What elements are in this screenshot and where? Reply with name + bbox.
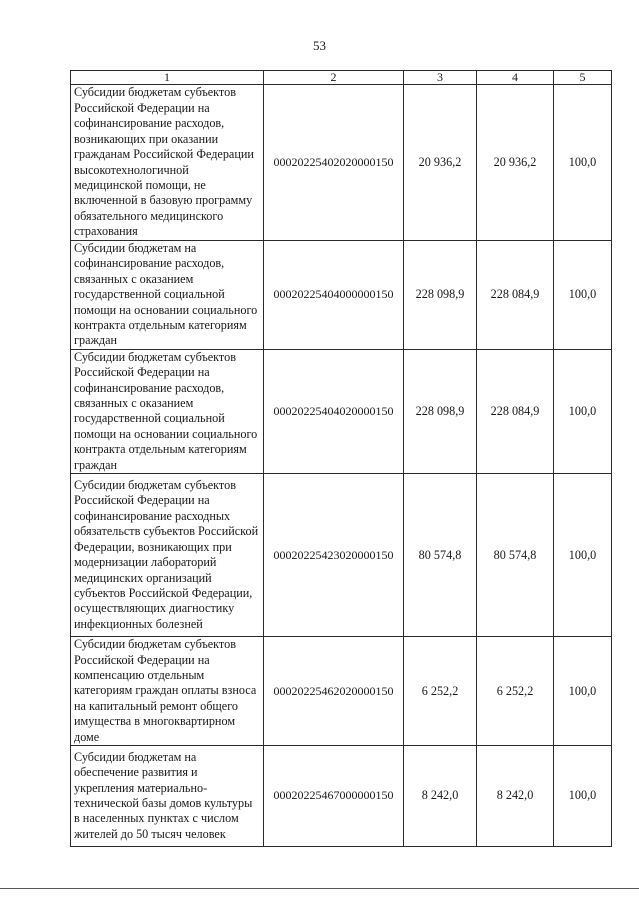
row-name: Субсидии бюджетам субъектов Российской Федерации на софинансирование расходных обязательств субъектов Российской Федерации, возникающих при модернизации лабораторий медицинских организаций субъектов Российской Федерации, осуществляющих диагностику инфекционных болезней	[71, 474, 264, 637]
row-actual: 228 084,9	[477, 349, 554, 473]
row-code: 00020225402020000150	[264, 85, 404, 241]
row-plan: 6 252,2	[404, 637, 477, 746]
table-header-row	[71, 71, 612, 85]
row-plan: 80 574,8	[404, 474, 477, 637]
row-code: 00020225467000000150	[264, 745, 404, 846]
row-code: 00020225404020000150	[264, 349, 404, 473]
row-plan: 8 242,0	[404, 745, 477, 846]
table-row	[71, 241, 612, 350]
row-name: Субсидии бюджетам субъектов Российской Федерации на софинансирование расходов, связанных с оказанием государственной социальной помощи на основании социального контракта отдельным категориям граждан	[71, 349, 264, 473]
row-plan: 228 098,9	[404, 349, 477, 473]
column-header: 1	[71, 71, 264, 85]
table-row	[71, 349, 612, 473]
row-code: 00020225404000000150	[264, 241, 404, 350]
row-code: 00020225462020000150	[264, 637, 404, 746]
row-plan: 228 098,9	[404, 241, 477, 350]
row-percent: 100,0	[554, 637, 612, 746]
row-actual: 228 084,9	[477, 241, 554, 350]
row-actual: 6 252,2	[477, 637, 554, 746]
table-row	[71, 745, 612, 846]
column-header: 2	[264, 71, 404, 85]
row-name: Субсидии бюджетам на софинансирование расходов, связанных с оказанием государственной социальной помощи на основании социального контракта отдельным категориям граждан	[71, 241, 264, 350]
column-header: 4	[477, 71, 554, 85]
column-header: 5	[554, 71, 612, 85]
row-name: Субсидии бюджетам на обеспечение развития и укрепления материально-технической базы домов культуры в населенных пунктах с числом жителей до 50 тысяч человек	[71, 745, 264, 846]
page-number: 53	[313, 38, 326, 53]
row-code: 00020225423020000150	[264, 474, 404, 637]
row-name: Субсидии бюджетам субъектов Российской Федерации на компенсацию отдельным категориям граждан оплаты взноса на капитальный ремонт общего имущества в многоквартирном доме	[71, 637, 264, 746]
budget-table	[70, 70, 612, 847]
row-percent: 100,0	[554, 745, 612, 846]
table-row	[71, 474, 612, 637]
row-actual: 8 242,0	[477, 745, 554, 846]
row-percent: 100,0	[554, 349, 612, 473]
row-actual: 20 936,2	[477, 85, 554, 241]
table-row	[71, 637, 612, 746]
row-plan: 20 936,2	[404, 85, 477, 241]
table-row	[71, 85, 612, 241]
row-percent: 100,0	[554, 474, 612, 637]
row-name: Субсидии бюджетам субъектов Российской Федерации на софинансирование расходов, возникающих при оказании гражданам Российской Федерации высокотехнологичной медицинской помощи, не включенной в базовую программу обязательного медицинского страхования	[71, 85, 264, 241]
row-percent: 100,0	[554, 241, 612, 350]
column-header: 3	[404, 71, 477, 85]
row-percent: 100,0	[554, 85, 612, 241]
page-bottom-rule	[0, 888, 639, 889]
row-actual: 80 574,8	[477, 474, 554, 637]
